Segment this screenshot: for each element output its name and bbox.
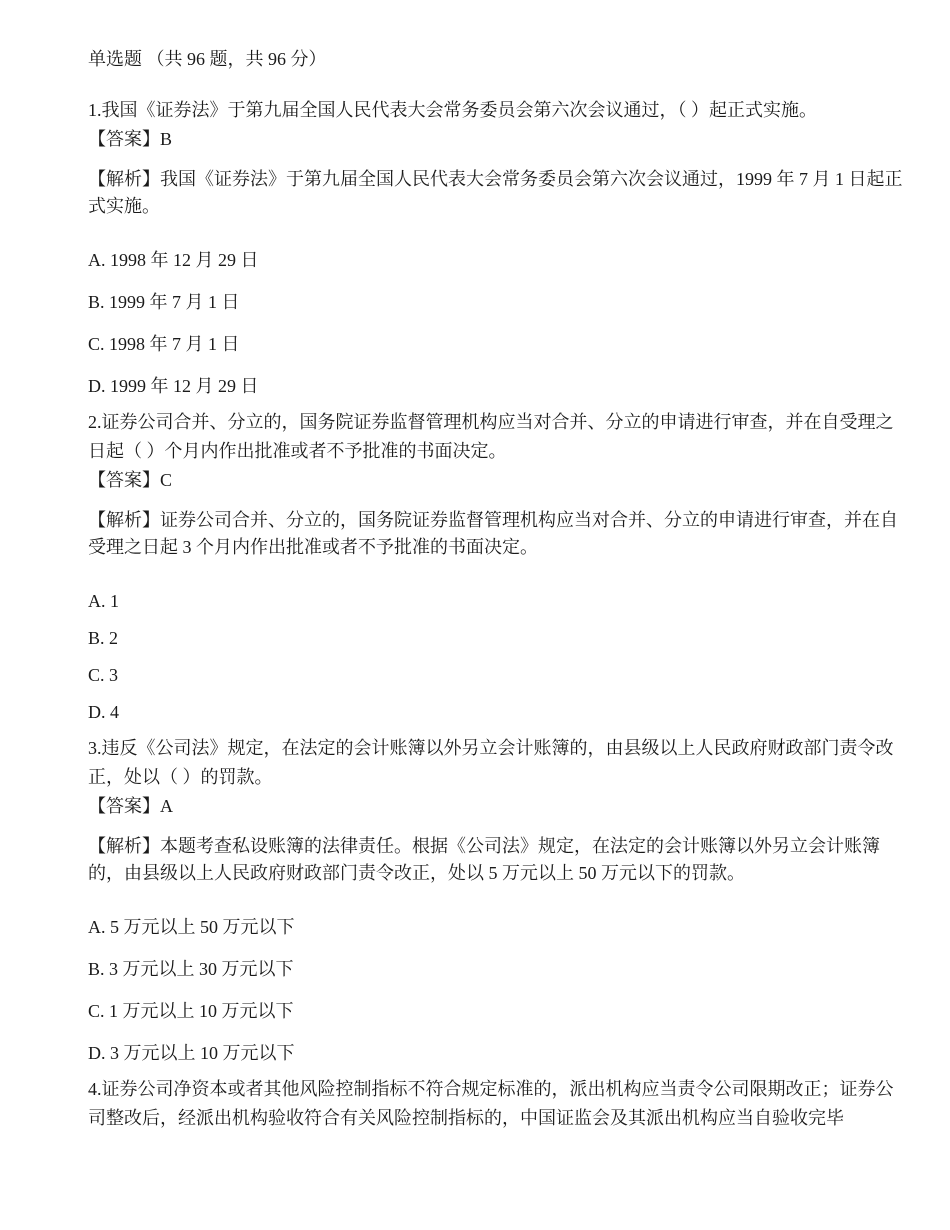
option-d: D. 4	[88, 702, 119, 722]
option-a: A. 1998 年 12 月 29 日	[88, 250, 259, 270]
section-header: 单选题 （共 96 题，共 96 分）	[88, 49, 327, 69]
question-stem: 3.违反《公司法》规定，在法定的会计账簿以外另立会计账簿的，由县级以上人民政府财政部门责令改正，处以（ ）的罚款。	[88, 738, 894, 787]
analysis-text: 证券公司合并、分立的，国务院证券监督管理机构应当对合并、分立的申请进行审查，并在自受理之日起 3 个月内作出批准或者不予批准的书面决定。	[88, 510, 898, 557]
question-stem: 1.我国《证券法》于第九届全国人民代表大会常务委员会第六次会议通过，（ ）起正式实施。	[88, 100, 817, 120]
option-d: D. 3 万元以上 10 万元以下	[88, 1043, 295, 1063]
option-c: C. 1998 年 7 月 1 日	[88, 334, 240, 354]
analysis-tag: 【解析】	[88, 510, 160, 530]
option-b: B. 2	[88, 628, 119, 648]
question-1	[88, 96, 904, 400]
option-d: D. 1999 年 12 月 29 日	[88, 376, 259, 396]
question-answer: 【答案】A	[88, 796, 173, 816]
option-a: A. 5 万元以上 50 万元以下	[88, 917, 295, 937]
question-answer: 【答案】B	[88, 129, 173, 149]
option-c: C. 3	[88, 665, 119, 685]
option-b: B. 1999 年 7 月 1 日	[88, 292, 240, 312]
question-2	[88, 408, 904, 726]
option-b: B. 3 万元以上 30 万元以下	[88, 959, 294, 979]
analysis-tag: 【解析】	[88, 169, 160, 189]
question-analysis	[88, 507, 904, 561]
question-analysis	[88, 833, 904, 887]
option-a: A. 1	[88, 591, 119, 611]
analysis-tag: 【解析】	[88, 836, 160, 856]
option-c: C. 1 万元以上 10 万元以下	[88, 1001, 294, 1021]
question-stem: 4.证券公司净资本或者其他风险控制指标不符合规定标准的，派出机构应当责令公司限期改正；证券公司整改后，经派出机构验收符合有关风险控制指标的，中国证监会及其派出机构应当自验收完毕	[88, 1079, 894, 1128]
question-analysis	[88, 166, 904, 220]
analysis-text: 我国《证券法》于第九届全国人民代表大会常务委员会第六次会议通过，1999 年 7 月 1 日起正式实施。	[88, 169, 903, 216]
question-3	[88, 734, 904, 1067]
analysis-text: 本题考查私设账簿的法律责任。根据《公司法》规定，在法定的会计账簿以外另立会计账簿的，由县级以上人民政府财政部门责令改正，处以 5 万元以上 50 万元以下的罚款。	[88, 836, 880, 883]
question-stem: 2.证券公司合并、分立的，国务院证券监督管理机构应当对合并、分立的申请进行审查，并在自受理之日起（ ）个月内作出批准或者不予批准的书面决定。	[88, 412, 894, 461]
question-answer: 【答案】C	[88, 470, 173, 490]
question-4	[88, 1075, 904, 1133]
